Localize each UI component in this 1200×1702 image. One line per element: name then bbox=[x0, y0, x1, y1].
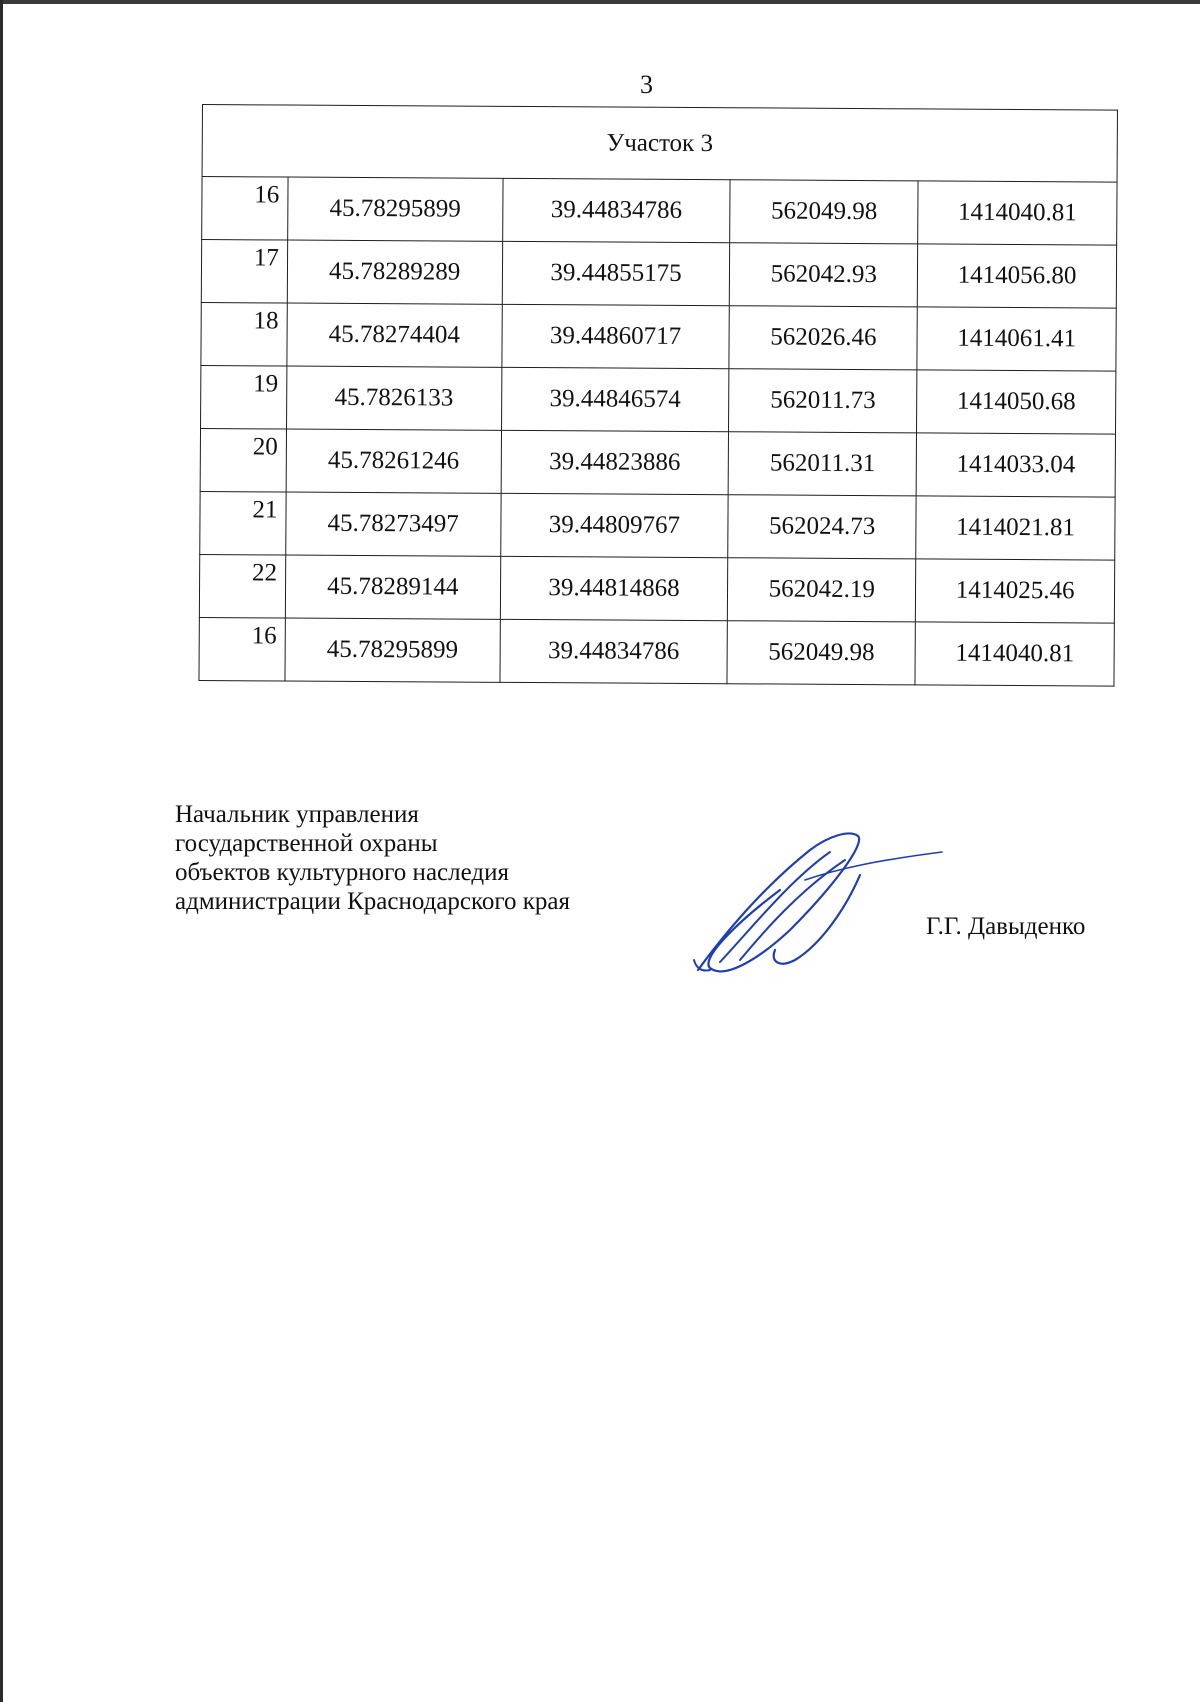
section-header-row bbox=[202, 105, 1117, 183]
table-row bbox=[202, 177, 1117, 246]
signatory-position bbox=[175, 800, 570, 916]
x-coordinate-cell: 562011.31 bbox=[729, 432, 917, 496]
latitude-cell: 45.78273497 bbox=[286, 492, 501, 556]
y-coordinate-cell: 1414040.81 bbox=[918, 181, 1117, 245]
latitude-cell: 45.78261246 bbox=[286, 429, 501, 493]
longitude-cell: 39.44846574 bbox=[501, 367, 729, 431]
longitude-cell: 39.44814868 bbox=[500, 556, 728, 620]
table-row bbox=[199, 554, 1114, 623]
point-number: 16 bbox=[199, 617, 285, 681]
y-coordinate-cell: 1414033.04 bbox=[916, 433, 1115, 497]
scan-edge-top bbox=[0, 0, 1200, 4]
y-coordinate-cell: 1414061.41 bbox=[917, 307, 1116, 371]
point-number: 20 bbox=[200, 428, 286, 492]
longitude-cell: 39.44834786 bbox=[502, 178, 730, 242]
table-row bbox=[200, 491, 1115, 560]
longitude-cell: 39.44860717 bbox=[502, 304, 730, 368]
y-coordinate-cell: 1414050.68 bbox=[917, 370, 1116, 434]
point-number: 22 bbox=[199, 554, 285, 618]
longitude-cell: 39.44855175 bbox=[502, 241, 730, 305]
point-number: 19 bbox=[201, 365, 287, 429]
x-coordinate-cell: 562026.46 bbox=[729, 306, 917, 370]
position-line: государственной охраны bbox=[175, 830, 438, 857]
y-coordinate-cell: 1414056.80 bbox=[917, 244, 1116, 308]
table-row bbox=[199, 617, 1114, 686]
x-coordinate-cell: 562024.73 bbox=[728, 495, 916, 559]
latitude-cell: 45.78274404 bbox=[287, 303, 502, 367]
position-line: администрации Краснодарского края bbox=[175, 888, 571, 915]
point-number: 17 bbox=[201, 240, 287, 304]
x-coordinate-cell: 562042.93 bbox=[730, 243, 918, 307]
x-coordinate-cell: 562042.19 bbox=[728, 558, 916, 622]
table-row bbox=[201, 302, 1116, 371]
y-coordinate-cell: 1414021.81 bbox=[916, 496, 1115, 560]
handwritten-signature bbox=[680, 830, 960, 980]
section-title: Участок 3 bbox=[202, 105, 1117, 183]
signatory-name: Г.Г. Давыденко bbox=[926, 913, 1086, 940]
latitude-cell: 45.78289289 bbox=[287, 240, 502, 304]
position-line: объектов культурного наследия bbox=[175, 859, 509, 886]
latitude-cell: 45.78295899 bbox=[288, 177, 503, 241]
y-coordinate-cell: 1414025.46 bbox=[916, 559, 1115, 623]
longitude-cell: 39.44809767 bbox=[500, 493, 728, 557]
point-number: 16 bbox=[202, 177, 288, 241]
longitude-cell: 39.44834786 bbox=[500, 619, 728, 683]
latitude-cell: 45.78295899 bbox=[285, 618, 500, 682]
table-row bbox=[201, 240, 1116, 309]
point-number: 18 bbox=[201, 302, 287, 366]
position-line: Начальник управления bbox=[175, 801, 419, 828]
page-number: 3 bbox=[640, 70, 653, 99]
coordinates-table bbox=[198, 104, 1118, 687]
y-coordinate-cell: 1414040.81 bbox=[915, 622, 1114, 686]
latitude-cell: 45.78289144 bbox=[285, 555, 500, 619]
scan-edge-left bbox=[0, 0, 3, 1702]
longitude-cell: 39.44823886 bbox=[501, 430, 729, 494]
x-coordinate-cell: 562011.73 bbox=[729, 369, 917, 433]
point-number: 21 bbox=[200, 491, 286, 555]
x-coordinate-cell: 562049.98 bbox=[730, 180, 918, 244]
latitude-cell: 45.7826133 bbox=[286, 366, 501, 430]
x-coordinate-cell: 562049.98 bbox=[727, 621, 915, 685]
table-row bbox=[201, 365, 1116, 434]
table-row bbox=[200, 428, 1115, 497]
